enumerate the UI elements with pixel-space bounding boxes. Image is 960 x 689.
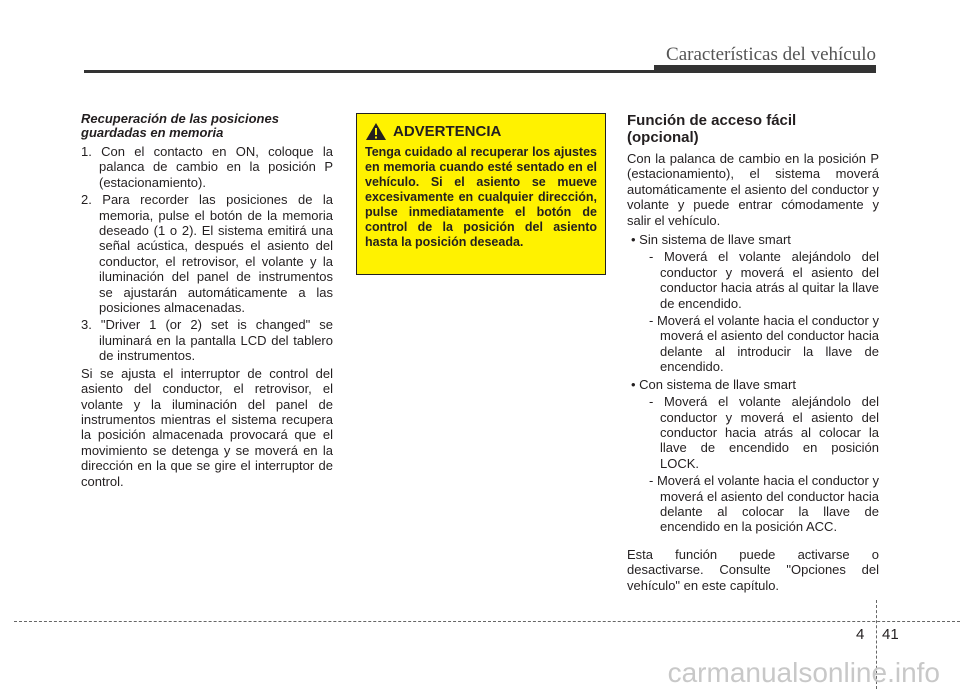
warning-text: Tenga cuidado al recuperar los ajustes en memoria cuando esté sentado en el vehículo. Si el asiento se mueve excesivamente en cualquier dirección, pulse inmediatamente el botón de control de la posición del asiento hasta la posición deseada.	[365, 145, 597, 249]
section-subheading	[81, 112, 333, 140]
left-paragraph: Si se ajusta el interruptor de control del asiento del conductor, el retrovisor, el volante y la iluminación del panel de instrumentos mientras el sistema recupera la posición almacenada provocará que el movimiento se detenga y se moverá en la dirección en la que se gire el interruptor de control.	[81, 365, 333, 489]
intro-paragraph: Con la palanca de cambio en la posición P (estacionamiento), el sistema moverá automáticamente el asiento del conductor y volante y puede entrar cómodamente y salir el vehículo.	[627, 151, 879, 228]
warning-box	[356, 113, 606, 275]
dash-item: - Moverá el volante alejándolo del conductor y moverá el asiento del conductor hacia atrás al quitar la llave de encendido.	[649, 249, 879, 311]
footer-rule	[14, 621, 960, 622]
subheading-line-1: Recuperación de las posiciones	[81, 111, 279, 126]
watermark: carmanualsonline.info	[667, 657, 940, 688]
page-number: 41	[882, 626, 899, 643]
step-1: 1. Con el contacto en ON, coloque la palanca de cambio en la posición P (estacionamiento).	[81, 144, 333, 190]
dash-item: - Moverá el volante hacia el conductor y moverá el asiento del conductor hacia delante al colocar la llave de encendido en la posición ACC.	[649, 473, 879, 535]
warning-triangle-icon	[365, 122, 387, 141]
page-header-title: Características del vehículo	[666, 44, 876, 65]
step-2: 2. Para recorder las posiciones de la memoria, pulse el botón de la memoria deseado (1 o 2). El sistema emitirá una señal acústica, después el asiento del conductor, el retrovisor, el volante y la iluminación del panel de instrumentos se ajustarán automáticamente a las posiciones almacenadas.	[81, 192, 333, 316]
bullet-label: Con sistema de llave smart	[639, 376, 796, 392]
header-tab-bar	[654, 65, 876, 73]
section-heading	[627, 112, 879, 146]
dash-item: - Moverá el volante hacia el conductor y moverá el asiento del conductor hacia delante al introducir la llave de encendido.	[649, 313, 879, 375]
closing-paragraph: Esta función puede activarse o desactivarse. Consulte "Opciones del vehículo" en este capítulo.	[627, 546, 879, 593]
left-column	[81, 112, 333, 493]
bullet-label: Sin sistema de llave smart	[639, 232, 791, 248]
bullet-smart-key: • Con sistema de llave smart	[631, 376, 796, 392]
right-column	[627, 112, 879, 597]
warning-header	[365, 122, 597, 141]
heading-line-1: Función de acceso fácil	[627, 112, 797, 129]
bullet-no-smart-key: • Sin sistema de llave smart	[631, 232, 791, 248]
dash-item: - Moverá el volante alejándolo del conductor y moverá el asiento del conductor hacia atrás al colocar la llave de encendido en posición LOCK.	[649, 394, 879, 471]
step-3: 3. "Driver 1 (or 2) set is changed" se iluminará en la pantalla LCD del tablero de instrumentos.	[81, 317, 333, 364]
chapter-number: 4	[856, 626, 865, 643]
warning-title: ADVERTENCIA	[393, 123, 502, 140]
subheading-line-2: guardadas en memoria	[81, 125, 224, 140]
heading-line-2: (opcional)	[627, 129, 699, 146]
